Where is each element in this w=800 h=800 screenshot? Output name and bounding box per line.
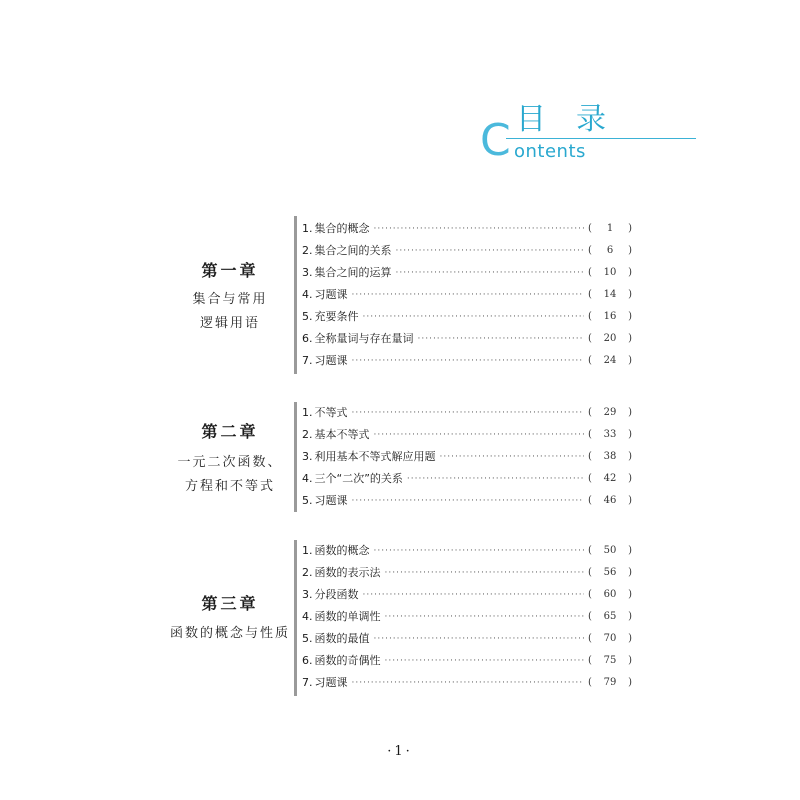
toc-entry-title: 利用基本不等式解应用题 <box>314 450 436 463</box>
toc-entry-page-number: 6 <box>606 245 614 256</box>
chapter-1-subtitle-line-2: 逻辑用语 <box>199 316 260 331</box>
toc-entry-title: 不等式 <box>314 406 348 419</box>
toc-leader-dots <box>363 584 585 606</box>
toc-leader-dots <box>352 402 585 424</box>
toc-entry-page <box>588 306 632 328</box>
toc-leader-dots <box>374 540 585 562</box>
toc-entry-number: 2. <box>302 566 313 579</box>
open-paren: ( <box>588 589 592 600</box>
toc-entry-title: 集合之间的关系 <box>314 244 392 257</box>
toc-entry-page <box>588 606 632 628</box>
open-paren: ( <box>588 311 592 322</box>
chapter-3-subtitle-line-1: 函数的概念与性质 <box>169 626 290 641</box>
open-paren: ( <box>588 355 592 366</box>
close-paren: ) <box>628 589 632 600</box>
toc-entry-title: 习题课 <box>314 354 348 367</box>
open-paren: ( <box>588 633 592 644</box>
close-paren: ) <box>628 473 632 484</box>
toc-leader-dots <box>352 672 585 694</box>
toc-entry-title: 习题课 <box>314 494 348 507</box>
toc-leader-dots <box>363 306 585 328</box>
toc-entry-page-number: 56 <box>603 567 617 578</box>
toc-entry-page <box>588 328 632 350</box>
close-paren: ) <box>628 545 632 556</box>
toc-entry[interactable] <box>302 650 632 672</box>
close-paren: ) <box>628 633 632 644</box>
close-paren: ) <box>628 333 632 344</box>
close-paren: ) <box>628 451 632 462</box>
toc-leader-dots <box>396 240 585 262</box>
toc-entry[interactable] <box>302 628 632 650</box>
toc-entry-number: 2. <box>302 244 313 257</box>
open-paren: ( <box>588 245 592 256</box>
toc-entry-number: 1. <box>302 544 313 557</box>
toc-leader-dots <box>396 262 585 284</box>
close-paren: ) <box>628 677 632 688</box>
close-paren: ) <box>628 223 632 234</box>
chapter-3-entries <box>302 540 632 694</box>
toc-entry-number: 2. <box>302 428 313 441</box>
toc-entry-page <box>588 284 632 306</box>
toc-entry-number: 5. <box>302 632 313 645</box>
toc-entry[interactable] <box>302 672 632 694</box>
toc-entry[interactable] <box>302 262 632 284</box>
toc-entry[interactable] <box>302 424 632 446</box>
toc-leader-dots <box>374 628 585 650</box>
chapter-1-subtitle-line-1: 集合与常用 <box>192 292 268 307</box>
toc-entry[interactable] <box>302 402 632 424</box>
toc-entry[interactable] <box>302 284 632 306</box>
close-paren: ) <box>628 245 632 256</box>
chapter-2-subtitle-line-2: 方程和不等式 <box>184 479 275 494</box>
close-paren: ) <box>628 267 632 278</box>
toc-entry-title: 三个“二次”的关系 <box>314 472 403 485</box>
toc-entry-number: 5. <box>302 494 313 507</box>
toc-leader-dots <box>385 650 585 672</box>
toc-leader-dots <box>374 424 585 446</box>
toc-entry-page-number: 14 <box>603 289 617 300</box>
title-underline <box>506 138 696 139</box>
toc-leader-dots <box>352 490 585 512</box>
chapter-3-bar <box>294 540 297 696</box>
toc-entry[interactable] <box>302 446 632 468</box>
open-paren: ( <box>588 567 592 578</box>
toc-entry-number: 3. <box>302 588 313 601</box>
page-number: ·1· <box>387 744 413 759</box>
close-paren: ) <box>628 311 632 322</box>
open-paren: ( <box>588 495 592 506</box>
toc-entry-page-number: 75 <box>603 655 617 666</box>
toc-entry[interactable] <box>302 350 632 372</box>
close-paren: ) <box>628 611 632 622</box>
toc-entry-page <box>588 262 632 284</box>
toc-entry[interactable] <box>302 218 632 240</box>
toc-entry[interactable] <box>302 584 632 606</box>
close-paren: ) <box>628 289 632 300</box>
chapter-2-title: 第二章 <box>201 422 259 441</box>
close-paren: ) <box>628 655 632 666</box>
toc-entry-title: 集合之间的运算 <box>314 266 392 279</box>
toc-entry[interactable] <box>302 562 632 584</box>
toc-entry-number: 1. <box>302 406 313 419</box>
toc-entry-title: 函数的单调性 <box>314 610 381 623</box>
toc-entry-page-number: 65 <box>603 611 617 622</box>
toc-leader-dots <box>407 468 584 490</box>
toc-entry-number: 1. <box>302 222 313 235</box>
toc-entry[interactable] <box>302 468 632 490</box>
toc-entry[interactable] <box>302 540 632 562</box>
toc-entry[interactable] <box>302 306 632 328</box>
toc-entry-page-number: 1 <box>606 223 614 234</box>
toc-entry-page-number: 29 <box>603 407 617 418</box>
chapter-1-entries <box>302 218 632 372</box>
contents-initial-letter: C <box>480 115 511 166</box>
toc-entry-number: 4. <box>302 610 313 623</box>
toc-entry-page <box>588 490 632 512</box>
toc-entry-page <box>588 672 632 694</box>
toc-entry-title: 函数的奇偶性 <box>314 654 381 667</box>
toc-entry-page <box>588 424 632 446</box>
toc-entry-page-number: 16 <box>603 311 617 322</box>
toc-leader-dots <box>352 284 585 306</box>
toc-entry-title: 充要条件 <box>314 310 359 323</box>
toc-entry-title: 基本不等式 <box>314 428 370 441</box>
toc-entry-page <box>588 218 632 240</box>
open-paren: ( <box>588 223 592 234</box>
open-paren: ( <box>588 677 592 688</box>
toc-entry-number: 3. <box>302 266 313 279</box>
toc-leader-dots <box>418 328 585 350</box>
close-paren: ) <box>628 407 632 418</box>
toc-entry-title: 全称量词与存在量词 <box>314 332 414 345</box>
toc-entry-page-number: 46 <box>603 495 617 506</box>
toc-entry-title: 函数的最值 <box>314 632 370 645</box>
close-paren: ) <box>628 429 632 440</box>
toc-entry[interactable] <box>302 606 632 628</box>
toc-entry-title: 习题课 <box>314 288 348 301</box>
toc-entry-title: 习题课 <box>314 676 348 689</box>
toc-entry-number: 7. <box>302 676 313 689</box>
toc-entry-number: 6. <box>302 332 313 345</box>
toc-entry-number: 3. <box>302 450 313 463</box>
toc-entry-page-number: 24 <box>603 355 617 366</box>
toc-entry-page <box>588 402 632 424</box>
close-paren: ) <box>628 567 632 578</box>
toc-entry-page-number: 33 <box>603 429 617 440</box>
toc-entry-title: 分段函数 <box>314 588 359 601</box>
toc-entry[interactable] <box>302 240 632 262</box>
toc-entry-page-number: 10 <box>603 267 617 278</box>
contents-subtitle: ontents <box>514 141 586 162</box>
chapter-1-title: 第一章 <box>201 261 259 280</box>
toc-entry-page-number: 70 <box>603 633 617 644</box>
open-paren: ( <box>588 333 592 344</box>
toc-entry-page <box>588 240 632 262</box>
toc-entry-page <box>588 468 632 490</box>
toc-leader-dots <box>385 606 585 628</box>
open-paren: ( <box>588 545 592 556</box>
toc-entry-page-number: 38 <box>603 451 617 462</box>
toc-entry-number: 5. <box>302 310 313 323</box>
toc-entry-page <box>588 562 632 584</box>
toc-entry-title: 函数的表示法 <box>314 566 381 579</box>
toc-leader-dots <box>440 446 585 468</box>
open-paren: ( <box>588 267 592 278</box>
toc-entry[interactable] <box>302 490 632 512</box>
toc-entry-page-number: 42 <box>603 473 617 484</box>
toc-leader-dots <box>374 218 585 240</box>
toc-entry-page <box>588 446 632 468</box>
toc-entry-number: 4. <box>302 288 313 301</box>
toc-entry[interactable] <box>302 328 632 350</box>
toc-entry-page-number: 79 <box>603 677 617 688</box>
open-paren: ( <box>588 289 592 300</box>
toc-entry-title: 函数的概念 <box>314 544 370 557</box>
toc-entry-page <box>588 540 632 562</box>
chapter-3-title: 第三章 <box>201 594 259 613</box>
toc-entry-page-number: 60 <box>603 589 617 600</box>
open-paren: ( <box>588 407 592 418</box>
chapter-2-entries <box>302 402 632 512</box>
toc-entry-number: 4. <box>302 472 313 485</box>
open-paren: ( <box>588 429 592 440</box>
toc-entry-page <box>588 628 632 650</box>
toc-entry-page-number: 50 <box>603 545 617 556</box>
toc-entry-page <box>588 650 632 672</box>
toc-entry-page-number: 20 <box>603 333 617 344</box>
chapter-2-subtitle-line-1: 一元二次函数、 <box>177 455 283 470</box>
open-paren: ( <box>588 473 592 484</box>
open-paren: ( <box>588 451 592 462</box>
close-paren: ) <box>628 355 632 366</box>
close-paren: ) <box>628 495 632 506</box>
toc-leader-dots <box>352 350 585 372</box>
toc-entry-title: 集合的概念 <box>314 222 370 235</box>
page-title: 目录 <box>516 102 636 137</box>
toc-entry-page <box>588 350 632 372</box>
toc-entry-number: 6. <box>302 654 313 667</box>
toc-leader-dots <box>385 562 585 584</box>
toc-entry-page <box>588 584 632 606</box>
open-paren: ( <box>588 611 592 622</box>
toc-entry-number: 7. <box>302 354 313 367</box>
open-paren: ( <box>588 655 592 666</box>
